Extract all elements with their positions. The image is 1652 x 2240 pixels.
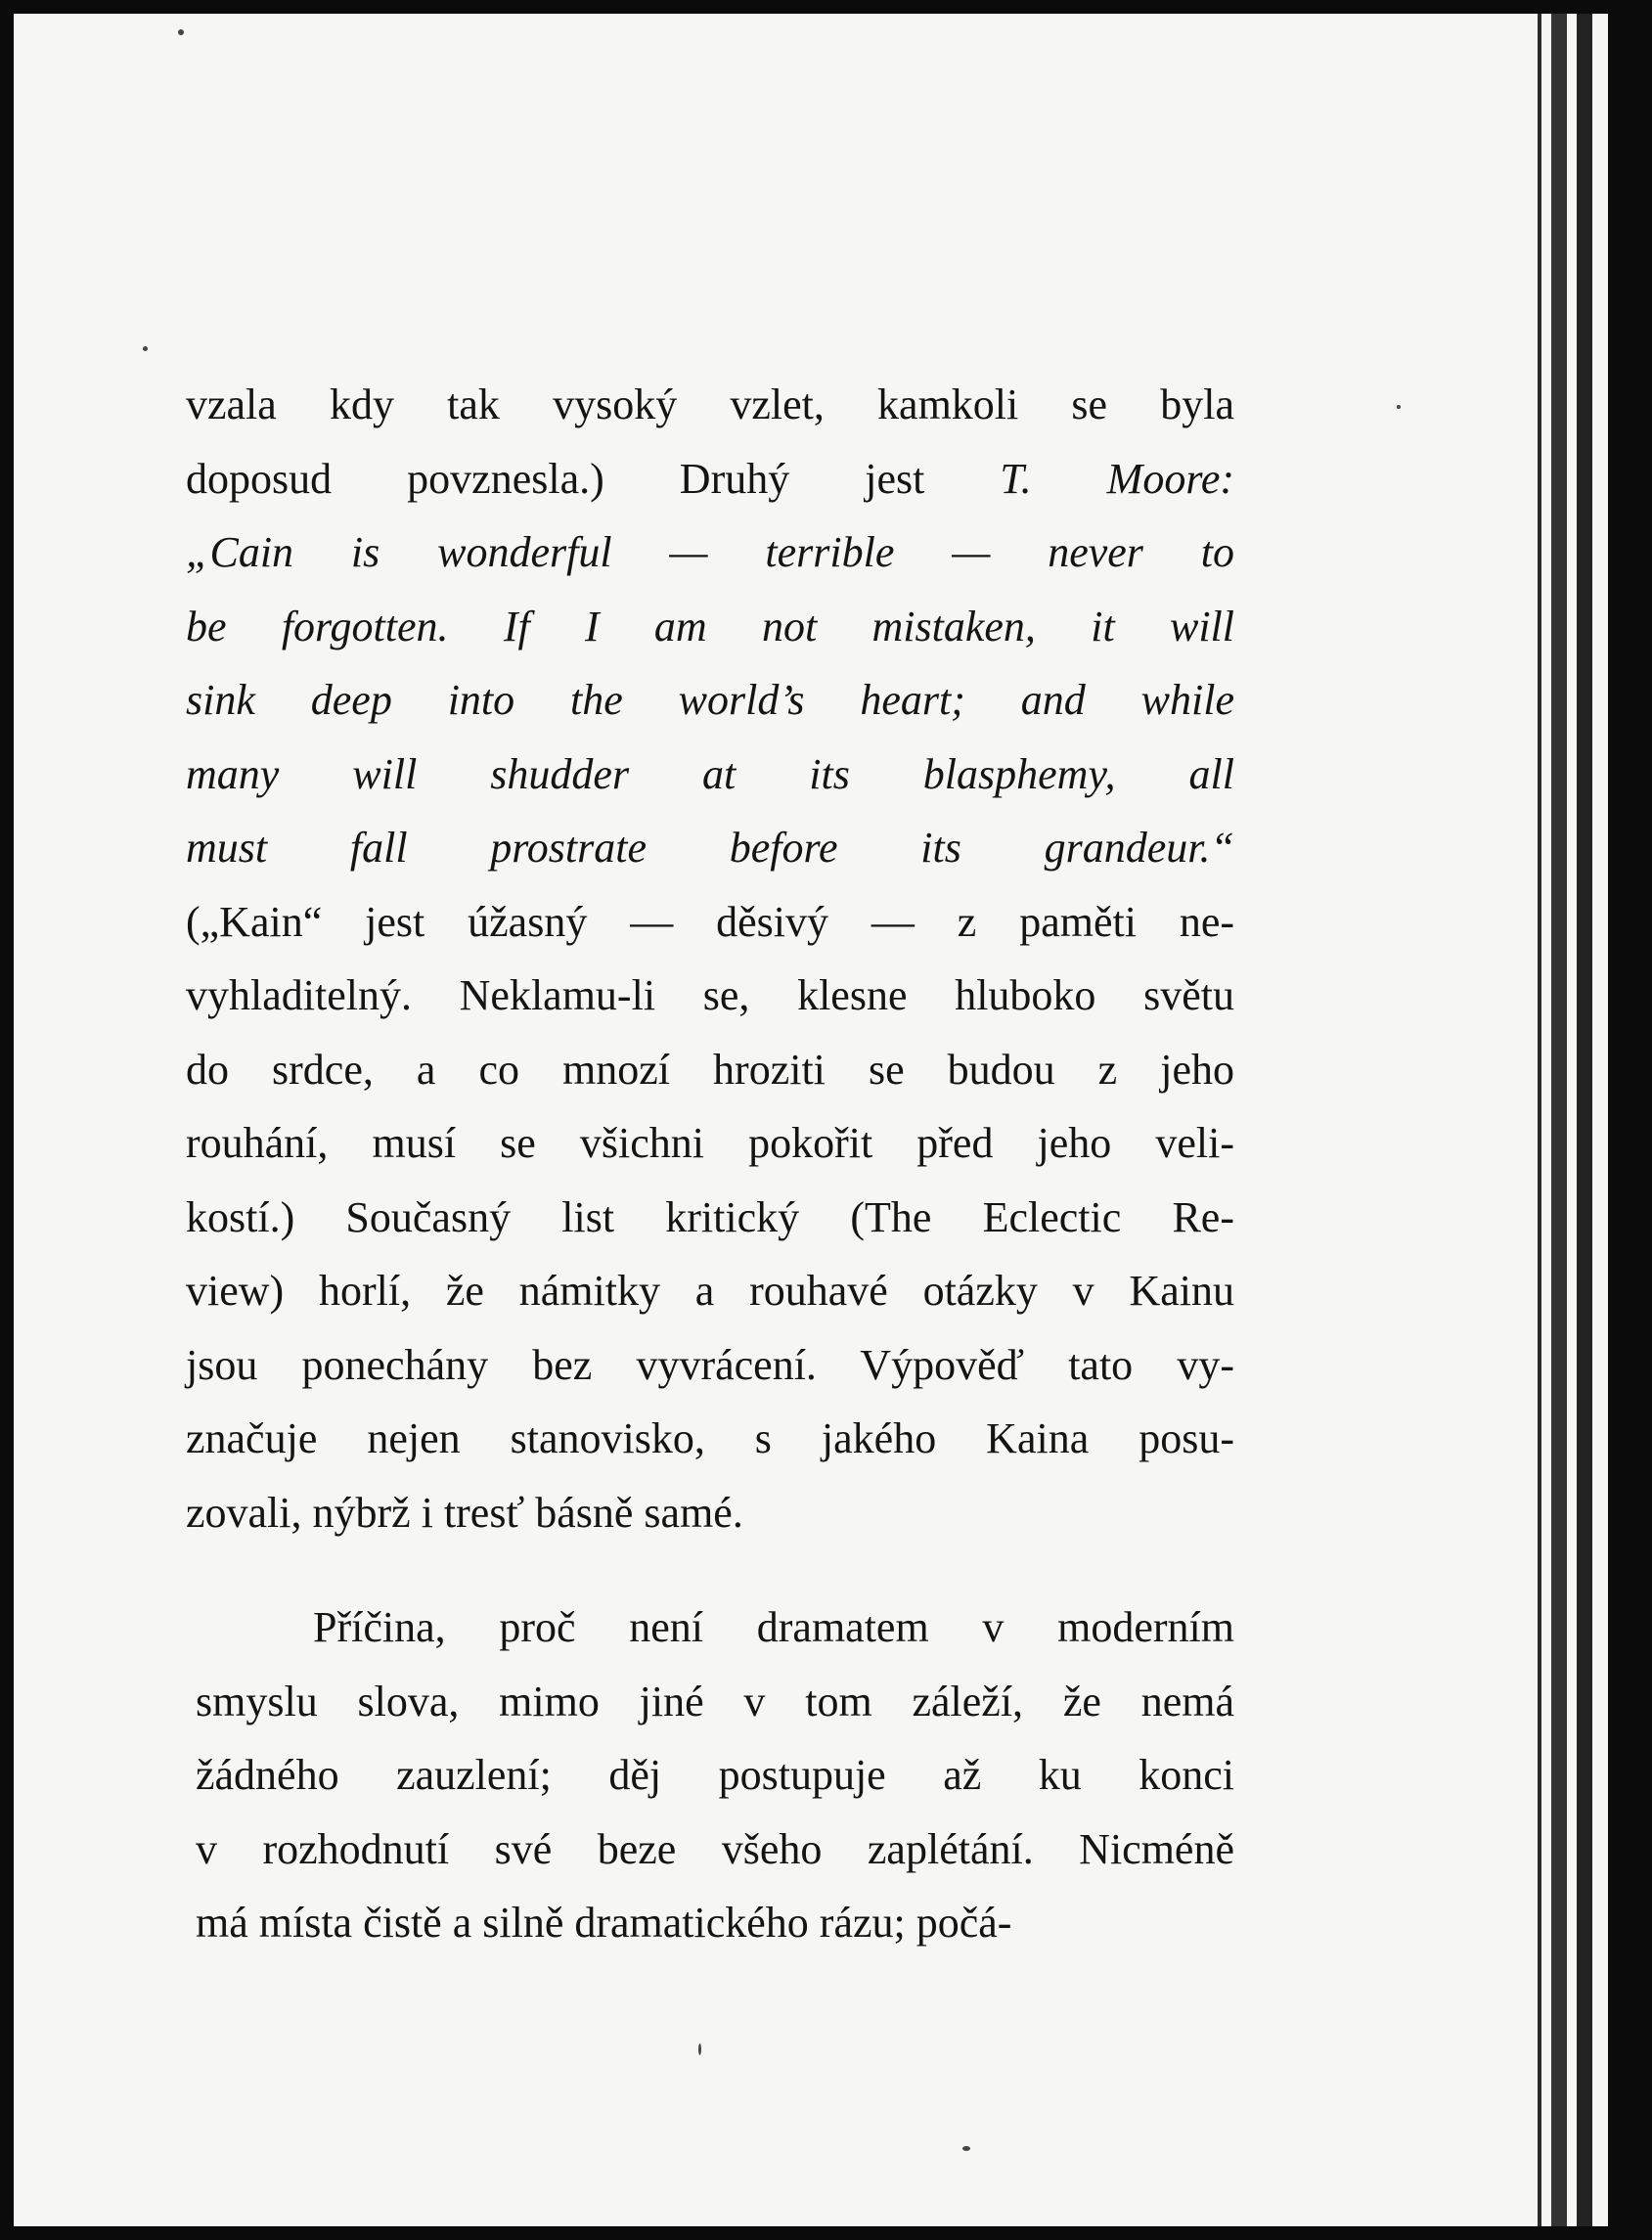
text-run: rouhání, musí se všichni pokořit před jeho veli- xyxy=(186,1119,1234,1167)
text-line xyxy=(186,1476,1234,1550)
text-line xyxy=(186,1402,1234,1476)
text-run: žádného zauzlení; děj postupuje až ku konci xyxy=(196,1751,1234,1799)
italic-text-run: sink deep into the world’s heart; and while xyxy=(186,676,1234,724)
text-run: („Kain“ jest úžasný — děsivý — z paměti ne- xyxy=(186,897,1234,946)
text-line xyxy=(186,663,1234,738)
text-line xyxy=(186,1590,1234,1665)
book-page xyxy=(14,14,1608,2226)
text-run: má místa čistě a silně dramatického rázu; počá- xyxy=(196,1899,1012,1947)
text-run: view) horlí, že námitky a rouhavé otázky v Kainu xyxy=(186,1267,1234,1315)
text-line xyxy=(186,1328,1234,1403)
text-run: v rozhodnutí své beze všeho zaplétání. Nicméně xyxy=(196,1824,1234,1873)
body-text xyxy=(186,368,1234,1960)
italic-text-run: „Cain is wonderful — terrible — never to xyxy=(186,528,1234,576)
text-run: smyslu slova, mimo jiné v tom záleží, že nemá xyxy=(196,1677,1234,1725)
text-line xyxy=(186,368,1234,442)
text-line xyxy=(186,738,1234,812)
text-run: doposud povznesla.) Druhý jest xyxy=(186,454,1001,503)
page-speck xyxy=(962,2146,970,2151)
text-line xyxy=(186,590,1234,664)
text-run: zovali, nýbrž i tresť básně samé. xyxy=(186,1488,743,1537)
text-line xyxy=(186,515,1234,590)
italic-text-run: many will shudder at its blasphemy, all xyxy=(186,749,1234,798)
page-speck xyxy=(698,2043,701,2055)
text-line xyxy=(186,1106,1234,1181)
italic-text-run: must fall prostrate before its grandeur.“ xyxy=(186,824,1234,872)
text-line xyxy=(186,1665,1234,1739)
text-line xyxy=(186,1813,1234,1887)
italic-text-run: T. Moore: xyxy=(1000,454,1234,503)
text-run: Příčina, proč není dramatem v moderním xyxy=(313,1603,1234,1651)
text-run: do srdce, a co mnozí hroziti se budou z jeho xyxy=(186,1045,1234,1094)
text-line xyxy=(186,811,1234,885)
paragraph-2 xyxy=(186,1590,1234,1960)
text-line xyxy=(186,959,1234,1033)
text-line xyxy=(186,1033,1234,1107)
text-run: kostí.) Současný list kritický (The Eclectic Re- xyxy=(186,1192,1234,1241)
text-run: vzala kdy tak vysoký vzlet, kamkoli se byla xyxy=(186,381,1234,428)
page-speck xyxy=(178,29,184,35)
text-run: značuje nejen stanovisko, s jakého Kaina posu- xyxy=(186,1414,1234,1462)
text-line xyxy=(186,442,1234,516)
paragraph-1 xyxy=(186,368,1234,1549)
page-speck xyxy=(1397,405,1401,409)
paragraph-gap xyxy=(186,1549,1234,1590)
text-line xyxy=(186,1181,1234,1255)
text-line xyxy=(186,1738,1234,1813)
text-line xyxy=(186,1254,1234,1328)
page-speck xyxy=(143,346,148,351)
text-line xyxy=(186,885,1234,960)
book-spine-shadow xyxy=(1530,14,1608,2226)
text-run: jsou ponechány bez vyvrácení. Výpověď tato vy- xyxy=(186,1340,1234,1389)
text-run: vyhladitelný. Neklamu-li se, klesne hluboko světu xyxy=(186,971,1234,1019)
text-line xyxy=(186,1886,1234,1960)
italic-text-run: be forgotten. If I am not mistaken, it will xyxy=(186,602,1234,650)
